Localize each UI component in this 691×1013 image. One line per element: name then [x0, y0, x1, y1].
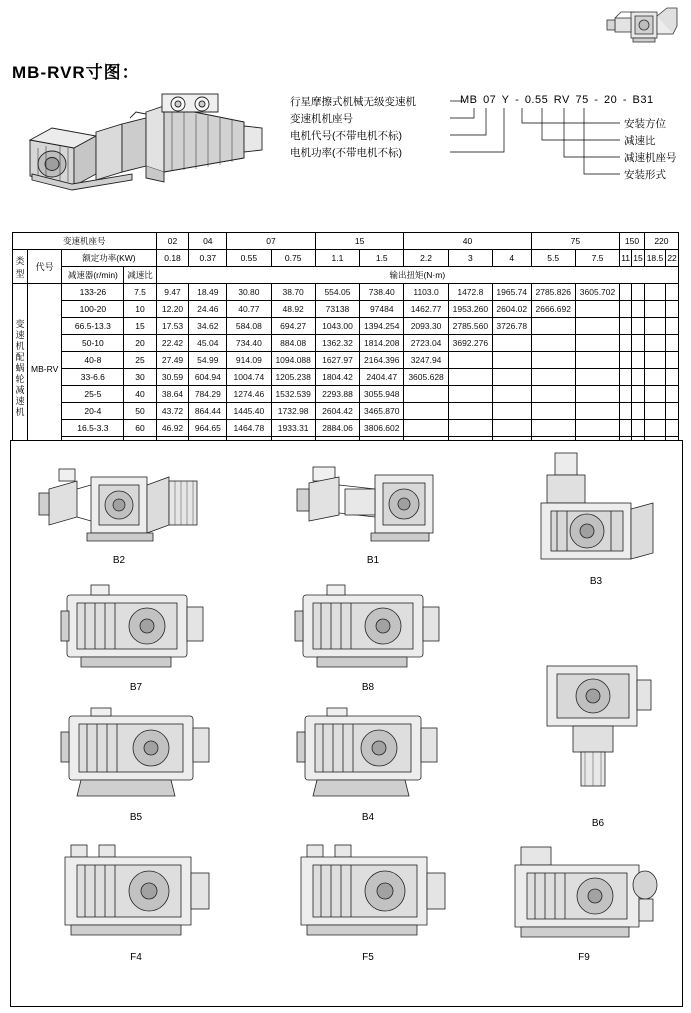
- cell-torque: [448, 420, 492, 437]
- cell-torque: 48.92: [271, 301, 315, 318]
- figure-caption: B3: [589, 576, 603, 587]
- cell-speed: 20-4: [62, 403, 124, 420]
- cell-torque: [632, 301, 645, 318]
- figure-F5: [283, 841, 453, 961]
- cell-torque: 46.92: [156, 420, 189, 437]
- cell-torque: [575, 369, 619, 386]
- cell-torque: [666, 335, 679, 352]
- cell-torque: 1445.40: [227, 403, 271, 420]
- header-size-220: 220: [644, 233, 678, 250]
- cell-torque: [666, 386, 679, 403]
- cell-torque: [644, 335, 665, 352]
- cell-torque: [644, 420, 665, 437]
- cell-torque: [644, 403, 665, 420]
- header-power-0: 0.18: [156, 250, 189, 267]
- col-torque-header: 输出扭矩(N·m): [156, 267, 678, 284]
- table-row: [13, 386, 679, 403]
- cell-torque: [575, 335, 619, 352]
- figure-F9: [499, 841, 669, 961]
- legend-right-item-1: 减速比: [624, 135, 656, 147]
- header-size-150: 150: [620, 233, 645, 250]
- cell-torque: 964.65: [189, 420, 227, 437]
- cell-torque: [632, 369, 645, 386]
- header-power-10: 7.5: [575, 250, 619, 267]
- cell-torque: [531, 369, 575, 386]
- figure-caption: B8: [361, 682, 375, 693]
- cell-torque: 1462.77: [404, 301, 448, 318]
- cell-torque: [531, 335, 575, 352]
- legend-left-item-3: 电机功率(不带电机不标): [290, 147, 402, 159]
- cell-torque: 24.46: [189, 301, 227, 318]
- cell-torque: 2785.560: [448, 318, 492, 335]
- cell-speed: 33-6.6: [62, 369, 124, 386]
- cell-torque: 884.08: [271, 335, 315, 352]
- cell-torque: 3692.276: [448, 335, 492, 352]
- cell-torque: [575, 386, 619, 403]
- cell-torque: 22.42: [156, 335, 189, 352]
- cell-torque: 1804.42: [315, 369, 359, 386]
- figure-B1: [283, 459, 463, 564]
- cell-torque: [644, 352, 665, 369]
- leader-lines: [12, 88, 680, 198]
- cell-torque: 27.49: [156, 352, 189, 369]
- figure-caption: F9: [578, 952, 590, 963]
- cell-torque: 734.40: [227, 335, 271, 352]
- table-header-row-2: [13, 250, 679, 267]
- cell-torque: [666, 318, 679, 335]
- header-size-04: 04: [189, 233, 227, 250]
- cell-torque: 12.20: [156, 301, 189, 318]
- table-row: [13, 420, 679, 437]
- header-power-11: 11: [620, 250, 632, 267]
- cell-torque: [531, 403, 575, 420]
- header-power-label: 额定功率(KW): [62, 250, 156, 267]
- header-power-4: 1.1: [315, 250, 359, 267]
- legend-right-item-3: 安装形式: [624, 169, 666, 181]
- cell-ratio: 20: [124, 335, 156, 352]
- cell-torque: [575, 352, 619, 369]
- cell-ratio: 40: [124, 386, 156, 403]
- legend-left-item-0: 行星摩擦式机械无级变速机: [290, 96, 416, 108]
- figure-B6: [523, 656, 673, 829]
- cell-ratio: 50: [124, 403, 156, 420]
- cell-torque: [493, 352, 532, 369]
- cell-torque: [493, 386, 532, 403]
- cell-torque: [620, 318, 632, 335]
- cell-torque: [666, 301, 679, 318]
- cell-torque: 2884.06: [315, 420, 359, 437]
- cell-torque: 38.70: [271, 284, 315, 301]
- cell-torque: [531, 318, 575, 335]
- cell-torque: [575, 301, 619, 318]
- code-part-9: -: [622, 94, 627, 106]
- col-code-header: 代号: [28, 250, 62, 284]
- header-size-15: 15: [315, 233, 404, 250]
- cell-torque: 54.99: [189, 352, 227, 369]
- header-power-12: 15: [632, 250, 645, 267]
- code-part-4: 0.55: [524, 94, 549, 106]
- mounting-arrangements-panel: [10, 440, 683, 1007]
- cell-torque: [632, 403, 645, 420]
- cell-torque: 2404.47: [360, 369, 404, 386]
- cell-torque: 18.49: [189, 284, 227, 301]
- cell-torque: [448, 352, 492, 369]
- header-power-8: 4: [493, 250, 532, 267]
- cell-torque: 604.94: [189, 369, 227, 386]
- figure-B5: [51, 706, 221, 821]
- header-size-07: 07: [227, 233, 316, 250]
- cell-torque: [666, 403, 679, 420]
- cell-torque: 1472.8: [448, 284, 492, 301]
- figure-caption: B4: [361, 812, 375, 823]
- cell-torque: [666, 352, 679, 369]
- cell-torque: [493, 335, 532, 352]
- cell-torque: 2604.02: [493, 301, 532, 318]
- cell-torque: 2785.826: [531, 284, 575, 301]
- cell-torque: [644, 318, 665, 335]
- cell-torque: [632, 420, 645, 437]
- table-header-row-3: [13, 267, 679, 284]
- code-part-10: B31: [632, 94, 654, 106]
- cell-torque: 1205.238: [271, 369, 315, 386]
- cell-torque: 1394.254: [360, 318, 404, 335]
- cell-ratio: 25: [124, 352, 156, 369]
- header-power-9: 5.5: [531, 250, 575, 267]
- cell-ratio: 10: [124, 301, 156, 318]
- cell-torque: [531, 352, 575, 369]
- cell-torque: 1627.97: [315, 352, 359, 369]
- cell-torque: [620, 369, 632, 386]
- cell-torque: [620, 335, 632, 352]
- cell-torque: [404, 420, 448, 437]
- cell-torque: 694.27: [271, 318, 315, 335]
- figure-caption: F4: [130, 952, 142, 963]
- header-power-6: 2.2: [404, 250, 448, 267]
- model-code-breakdown: [12, 88, 680, 198]
- row-model-code: MB-RV: [28, 284, 62, 454]
- cell-torque: 1933.31: [271, 420, 315, 437]
- cell-torque: 1274.46: [227, 386, 271, 403]
- header-model-label: 变速机座号: [13, 233, 157, 250]
- col-type-header: 类型: [13, 250, 28, 284]
- cell-torque: 9.47: [156, 284, 189, 301]
- cell-torque: [531, 420, 575, 437]
- header-power-13: 18.5: [644, 250, 665, 267]
- code-part-8: 20: [604, 94, 618, 106]
- cell-torque: [575, 318, 619, 335]
- cell-torque: 30.80: [227, 284, 271, 301]
- cell-torque: [666, 369, 679, 386]
- cell-torque: 1043.00: [315, 318, 359, 335]
- cell-torque: [644, 369, 665, 386]
- figure-B3: [521, 447, 671, 587]
- cell-torque: 40.77: [227, 301, 271, 318]
- cell-torque: 17.53: [156, 318, 189, 335]
- table-row: [13, 369, 679, 386]
- cell-torque: [620, 352, 632, 369]
- cell-torque: 3465.870: [360, 403, 404, 420]
- cell-torque: [632, 335, 645, 352]
- cell-torque: [575, 420, 619, 437]
- table-header-row-1: [13, 233, 679, 250]
- row-type-name: 变速机配蜗轮减速机: [13, 284, 28, 454]
- figure-B7: [51, 581, 221, 691]
- table-row: [13, 352, 679, 369]
- page-title: MB-RVR寸图：: [12, 63, 140, 82]
- cell-torque: [620, 301, 632, 318]
- cell-torque: 1004.74: [227, 369, 271, 386]
- cell-torque: 43.72: [156, 403, 189, 420]
- legend-left-item-1: 变速机机座号: [290, 113, 353, 125]
- figure-B2: [29, 459, 209, 564]
- header-power-3: 0.75: [271, 250, 315, 267]
- cell-torque: 1814.208: [360, 335, 404, 352]
- col-speed-header: 减速器(r/min): [62, 267, 124, 284]
- cell-torque: 2293.88: [315, 386, 359, 403]
- cell-speed: 100-20: [62, 301, 124, 318]
- cell-torque: 3806.602: [360, 420, 404, 437]
- table-row: [13, 335, 679, 352]
- cell-torque: [644, 386, 665, 403]
- cell-torque: [632, 318, 645, 335]
- cell-torque: 45.04: [189, 335, 227, 352]
- cell-torque: [632, 352, 645, 369]
- cell-torque: 3247.94: [404, 352, 448, 369]
- cell-torque: [531, 386, 575, 403]
- cell-torque: 97484: [360, 301, 404, 318]
- code-part-7: -: [594, 94, 599, 106]
- cell-torque: 1532.539: [271, 386, 315, 403]
- figure-F4: [51, 841, 221, 961]
- cell-torque: 2164.396: [360, 352, 404, 369]
- cell-torque: 1094.088: [271, 352, 315, 369]
- cell-torque: 2723.04: [404, 335, 448, 352]
- cell-torque: [493, 420, 532, 437]
- cell-torque: [493, 369, 532, 386]
- header-size-40: 40: [404, 233, 531, 250]
- cell-ratio: 7.5: [124, 284, 156, 301]
- header-size-02: 02: [156, 233, 189, 250]
- cell-torque: [632, 284, 645, 301]
- cell-torque: 554.05: [315, 284, 359, 301]
- cell-torque: 738.40: [360, 284, 404, 301]
- cell-torque: [632, 386, 645, 403]
- header-power-14: 22: [666, 250, 679, 267]
- cell-torque: 2604.42: [315, 403, 359, 420]
- cell-torque: 1362.32: [315, 335, 359, 352]
- cell-torque: 30.59: [156, 369, 189, 386]
- cell-torque: [448, 403, 492, 420]
- cell-torque: [666, 420, 679, 437]
- code-part-3: -: [515, 94, 520, 106]
- table-row: [13, 318, 679, 335]
- cell-torque: 3605.628: [404, 369, 448, 386]
- code-part-6: 75: [575, 94, 589, 106]
- figure-B4: [283, 706, 453, 821]
- cell-torque: 3726.78: [493, 318, 532, 335]
- cell-torque: 1464.78: [227, 420, 271, 437]
- code-part-1: 07: [483, 94, 497, 106]
- cell-speed: 25-5: [62, 386, 124, 403]
- cell-ratio: 15: [124, 318, 156, 335]
- cell-torque: [404, 386, 448, 403]
- cell-ratio: 30: [124, 369, 156, 386]
- cell-ratio: 60: [124, 420, 156, 437]
- cell-torque: [620, 386, 632, 403]
- cell-torque: 34.62: [189, 318, 227, 335]
- figure-caption: B7: [129, 682, 143, 693]
- cell-torque: [620, 403, 632, 420]
- cell-speed: 66.5-13.3: [62, 318, 124, 335]
- header-power-1: 0.37: [189, 250, 227, 267]
- header-power-5: 1.5: [360, 250, 404, 267]
- col-ratio-header: 减速比: [124, 267, 156, 284]
- cell-torque: 1103.0: [404, 284, 448, 301]
- cell-torque: 1965.74: [493, 284, 532, 301]
- cell-torque: 3055.948: [360, 386, 404, 403]
- header-thumbnail-drawing: [601, 4, 679, 50]
- cell-torque: 784.29: [189, 386, 227, 403]
- cell-torque: [666, 284, 679, 301]
- cell-torque: [620, 284, 632, 301]
- header-size-75: 75: [531, 233, 620, 250]
- cell-speed: 133-26: [62, 284, 124, 301]
- code-part-0: MB: [460, 94, 478, 106]
- figure-B8: [283, 581, 453, 691]
- cell-torque: [404, 403, 448, 420]
- cell-speed: 16.5-3.3: [62, 420, 124, 437]
- table-row: [13, 403, 679, 420]
- cell-torque: [448, 386, 492, 403]
- cell-torque: 38.64: [156, 386, 189, 403]
- cell-torque: 1732.98: [271, 403, 315, 420]
- cell-torque: [448, 369, 492, 386]
- legend-right-item-0: 安装方位: [624, 118, 666, 130]
- code-part-2: Y: [501, 94, 510, 106]
- cell-torque: 1953.260: [448, 301, 492, 318]
- header-power-2: 0.55: [227, 250, 271, 267]
- cell-torque: [644, 284, 665, 301]
- specification-table: [12, 232, 679, 454]
- cell-torque: 864.44: [189, 403, 227, 420]
- code-part-5: RV: [553, 94, 570, 106]
- cell-torque: 584.08: [227, 318, 271, 335]
- cell-torque: 914.09: [227, 352, 271, 369]
- cell-torque: 2093.30: [404, 318, 448, 335]
- cell-torque: [493, 403, 532, 420]
- cell-torque: 73138: [315, 301, 359, 318]
- figure-caption: B2: [112, 555, 126, 566]
- header-power-7: 3: [448, 250, 492, 267]
- figure-caption: B5: [129, 812, 143, 823]
- cell-torque: [620, 420, 632, 437]
- table-row: [13, 284, 679, 301]
- figure-caption: B6: [591, 818, 605, 829]
- cell-torque: [575, 403, 619, 420]
- figure-caption: F5: [362, 952, 374, 963]
- cell-torque: 2666.692: [531, 301, 575, 318]
- figure-caption: B1: [366, 555, 380, 566]
- table-row: [13, 301, 679, 318]
- cell-speed: 50-10: [62, 335, 124, 352]
- cell-speed: 40-8: [62, 352, 124, 369]
- cell-torque: 3605.702: [575, 284, 619, 301]
- cell-torque: [644, 301, 665, 318]
- legend-right-item-2: 减速机座号: [624, 152, 677, 164]
- legend-left-item-2: 电机代号(不带电机不标): [290, 130, 402, 142]
